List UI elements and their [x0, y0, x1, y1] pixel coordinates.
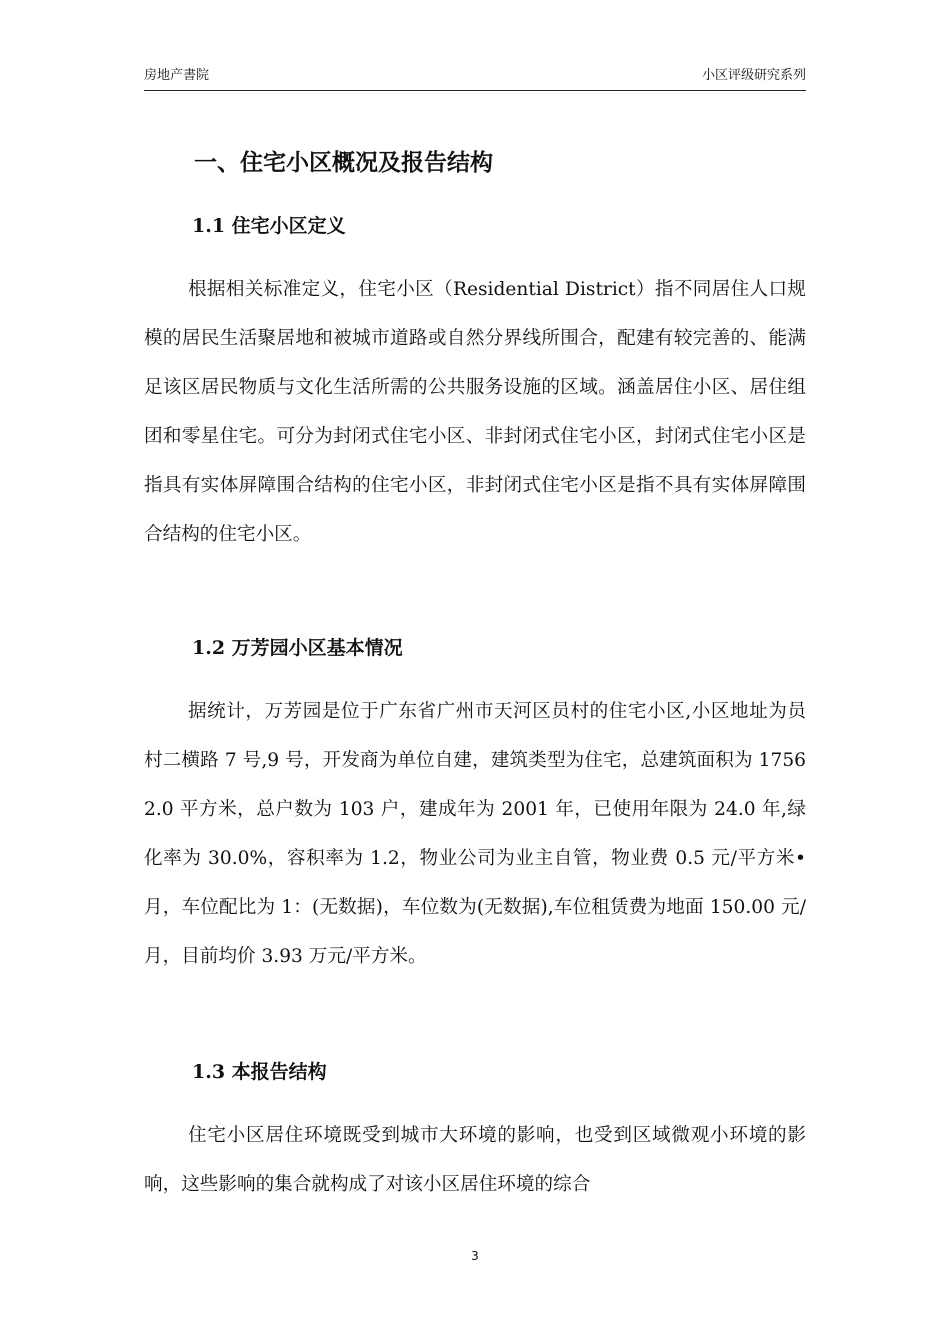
- page-number: 3: [471, 1249, 479, 1263]
- section-1-2-heading: 1.2 万芳园小区基本情况: [192, 637, 403, 659]
- header-publisher: 房地产書院: [144, 68, 210, 83]
- chapter-title: 一、住宅小区概况及报告结构: [194, 149, 493, 176]
- section-1-2-paragraph: 据统计，万芳园是位于广东省广州市天河区员村的住宅小区,小区地址为员村二横路 7 号,9 号，开发商为单位自建，建筑类型为住宅，总建筑面积为 17562.0 平方米，总户数为 103 户，建成年为 2001 年，已使用年限为 24.0 年,绿化率为 30.0%，容积率为 1.2，物业公司为业主自管，物业费 0.5 元/平方米•月，车位配比为 1：(无数据)，车位数为(无数据),车位租赁费为地面 150.00 元/月，目前均价 3.93 万元/平方米。: [144, 701, 806, 968]
- header-series-title: 小区评级研究系列: [701, 68, 806, 83]
- section-1-3-heading: 1.3 本报告结构: [192, 1061, 327, 1083]
- section-1-1-heading: 1.1 住宅小区定义: [192, 215, 346, 237]
- section-1-3-paragraph: 住宅小区居住环境既受到城市大环境的影响，也受到区域微观小环境的影响，这些影响的集合就构成了对该小区居住环境的综合: [144, 1125, 806, 1196]
- page-header: [144, 66, 806, 91]
- section-1-1-paragraph: 根据相关标准定义，住宅小区（Residential District）指不同居住人口规模的居民生活聚居地和被城市道路或自然分界线所围合，配建有较完善的、能满足该区居民物质与文化生活所需的公共服务设施的区域。涵盖居住小区、居住组团和零星住宅。可分为封闭式住宅小区、非封闭式住宅小区，封闭式住宅小区是指具有实体屏障围合结构的住宅小区，非封闭式住宅小区是指不具有实体屏障围合结构的住宅小区。: [144, 279, 806, 546]
